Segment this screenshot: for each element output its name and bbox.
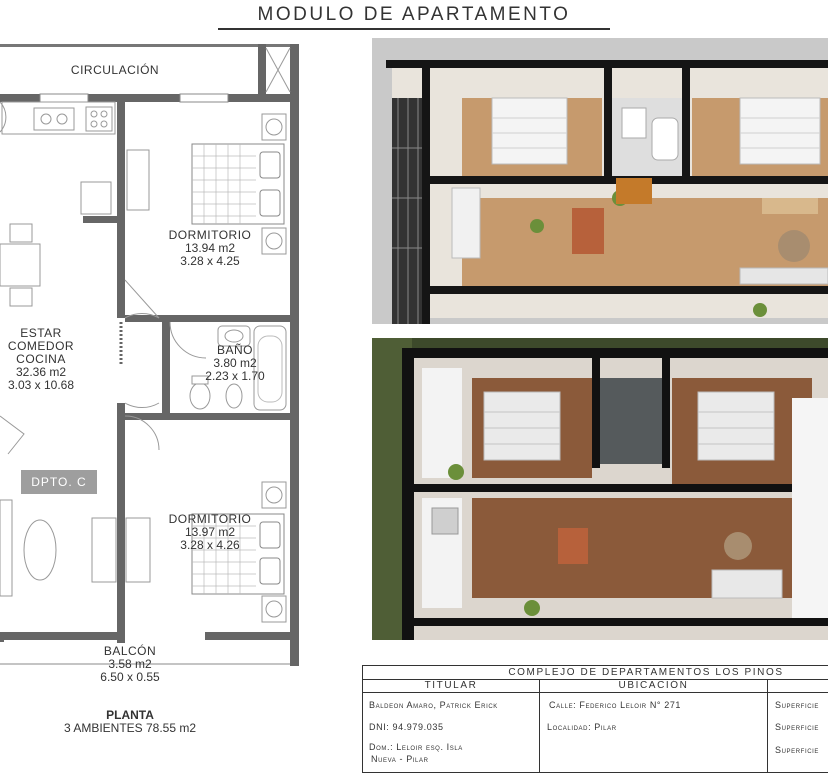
- title-block: [362, 665, 828, 773]
- surface-label-2: Superficie: [775, 722, 820, 732]
- plan-caption-subtitle: 3 AMBIENTES 78.55 m2: [63, 721, 197, 735]
- project-title: COMPLEJO DE DEPARTAMENTOS LOS PINOS: [508, 667, 784, 678]
- room-name: BAÑO: [216, 343, 253, 357]
- surface-label-1: Superficie: [775, 700, 820, 710]
- room-dims: 2.23 x 1.70: [205, 369, 265, 383]
- room-area: 3.58 m2: [108, 657, 152, 671]
- living-label: [0, 327, 82, 392]
- room-dims: 3.28 x 4.26: [180, 538, 240, 552]
- room-area: 13.94 m2: [184, 241, 236, 255]
- bedroom1-label: [150, 229, 270, 268]
- room-name-line3: COCINA: [16, 352, 66, 366]
- room-dims: 3.03 x 10.68: [7, 378, 75, 392]
- title-underline: [218, 28, 610, 30]
- location-street: Calle: Federico Leloir N° 271: [549, 700, 682, 710]
- room-name: DORMITORIO: [168, 228, 252, 242]
- room-dims: 6.50 x 0.55: [100, 670, 160, 684]
- room-dims: 3.28 x 4.25: [180, 254, 240, 268]
- room-area: 32.36 m2: [15, 365, 67, 379]
- room-name: DORMITORIO: [168, 512, 252, 526]
- page-title: MODULO DE APARTAMENTO: [257, 4, 571, 25]
- surface-label-3: Superficie: [775, 745, 820, 755]
- room-name-line2: COMEDOR: [7, 339, 75, 353]
- location-locality: Localidad: Pilar: [547, 722, 617, 732]
- room-area: 13.97 m2: [184, 525, 236, 539]
- unit-badge: DPTO. C: [21, 470, 97, 494]
- room-name: BALCÓN: [103, 644, 157, 658]
- render-top-view-1: [372, 38, 828, 324]
- plan-caption: [40, 709, 220, 735]
- owner-name: Baldeon Amaro, Patrick Erick: [369, 700, 498, 710]
- room-name-line1: ESTAR: [20, 326, 62, 340]
- owner-address-line2: Nueva - Pilar: [371, 754, 429, 764]
- bedroom2-label: [150, 513, 270, 552]
- header-ubicacion: UBICACIÓN: [618, 680, 689, 691]
- owner-address-line1: Dom.: Leloir esq. Isla: [369, 742, 463, 752]
- plan-caption-title: PLANTA: [106, 708, 154, 722]
- balcony-label: [68, 645, 192, 684]
- header-titular: TITULAR: [424, 680, 478, 691]
- corridor-label: CIRCULACIÓN: [70, 63, 160, 77]
- room-area: 3.80 m2: [213, 356, 257, 370]
- bath-label: [190, 344, 280, 383]
- render-top-view-2: [372, 338, 828, 640]
- owner-dni: DNI: 94.979.035: [369, 722, 444, 732]
